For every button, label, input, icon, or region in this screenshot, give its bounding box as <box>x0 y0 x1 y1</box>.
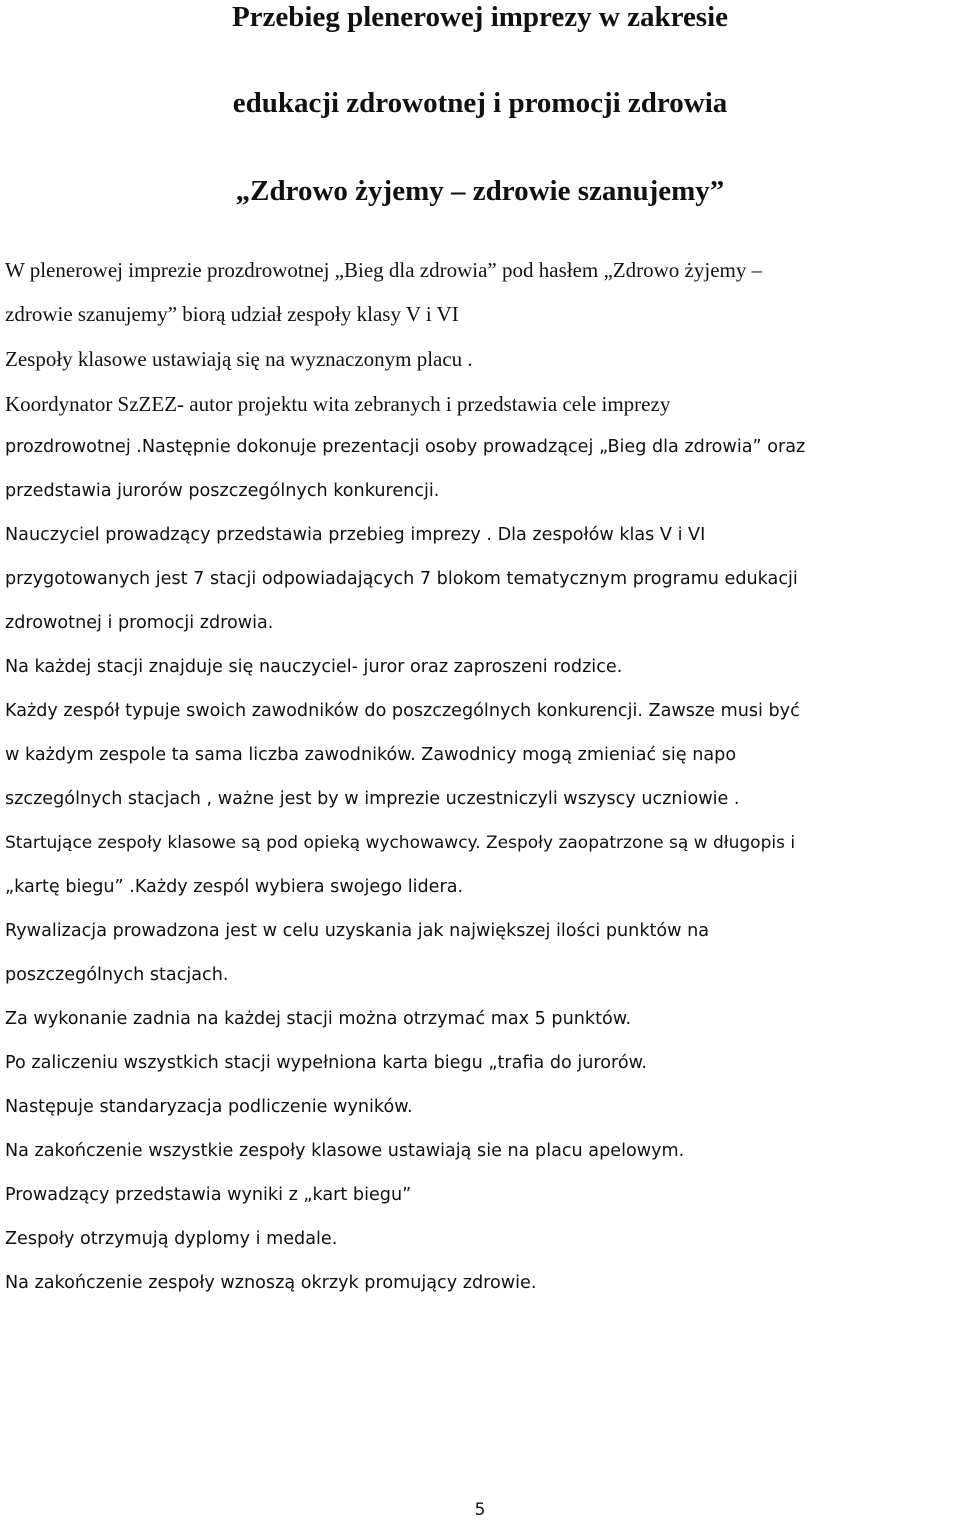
body-line-20: Następuje standaryzacja podliczenie wyników. <box>5 1097 413 1117</box>
body-line-23: Zespoły otrzymują dyplomy i medale. <box>5 1229 338 1249</box>
body-line-7: Nauczyciel prowadzący przedstawia przebieg imprezy . Dla zespołów klas V i VI <box>5 525 706 545</box>
body-line-9: zdrowotnej i promocji zdrowia. <box>5 613 274 633</box>
body-line-11: Każdy zespół typuje swoich zawodników do poszczególnych konkurencji. Zawsze musi być <box>5 701 800 721</box>
title-line-1: Przebieg plenerowej imprezy w zakresie <box>231 1 729 33</box>
body-line-8: przygotowanych jest 7 stacji odpowiadających 7 blokom tematycznym programu edukacji <box>5 569 798 589</box>
body-line-4: Koordynator SzZEZ- autor projektu wita zebranych i przedstawia cele imprezy <box>5 392 671 416</box>
body-line-1: W plenerowej imprezie prozdrowotnej „Bieg dla zdrowia” pod hasłem „Zdrowo żyjemy – <box>5 258 763 282</box>
body-line-18: Za wykonanie zadnia na każdej stacji można otrzymać max 5 punktów. <box>5 1009 632 1029</box>
body-line-6: przedstawia jurorów poszczególnych konkurencji. <box>5 481 440 501</box>
title-line-3: „Zdrowo żyjemy – zdrowie szanujemy” <box>235 175 725 207</box>
body-line-15: „kartę biegu” .Każdy zespól wybiera swojego lidera. <box>5 877 464 897</box>
body-line-10: Na każdej stacji znajduje się nauczyciel- juror oraz zaproszeni rodzice. <box>5 657 623 677</box>
body-line-16: Rywalizacja prowadzona jest w celu uzyskania jak największej ilości punktów na <box>5 921 710 941</box>
title-line-2: edukacji zdrowotnej i promocji zdrowia <box>232 87 728 119</box>
body-line-14: Startujące zespoły klasowe są pod opieką wychowawcy. Zespoły zaopatrzone są w długopis i <box>5 833 796 853</box>
body-line-13: szczególnych stacjach , ważne jest by w imprezie uczestniczyli wszyscy uczniowie . <box>5 789 740 809</box>
body-line-24: Na zakończenie zespoły wznoszą okrzyk promujący zdrowie. <box>5 1273 537 1293</box>
body-line-5: prozdrowotnej .Następnie dokonuje prezentacji osoby prowadzącej „Bieg dla zdrowia” oraz <box>5 437 806 457</box>
body-line-2: zdrowie szanujemy” biorą udział zespoły klasy V i VI <box>5 302 459 326</box>
body-line-17: poszczególnych stacjach. <box>5 965 229 985</box>
body-line-21: Na zakończenie wszystkie zespoły klasowe ustawiają sie na placu apelowym. <box>5 1141 685 1161</box>
page-number: 5 <box>474 1500 486 1520</box>
body-line-3: Zespoły klasowe ustawiają się na wyznaczonym placu . <box>5 347 473 371</box>
body-line-19: Po zaliczeniu wszystkich stacji wypełniona karta biegu „trafia do jurorów. <box>5 1053 648 1073</box>
body-line-12: w każdym zespole ta sama liczba zawodników. Zawodnicy mogą zmieniać się napo <box>5 745 737 765</box>
body-line-22: Prowadzący przedstawia wyniki z „kart biegu” <box>5 1185 412 1205</box>
